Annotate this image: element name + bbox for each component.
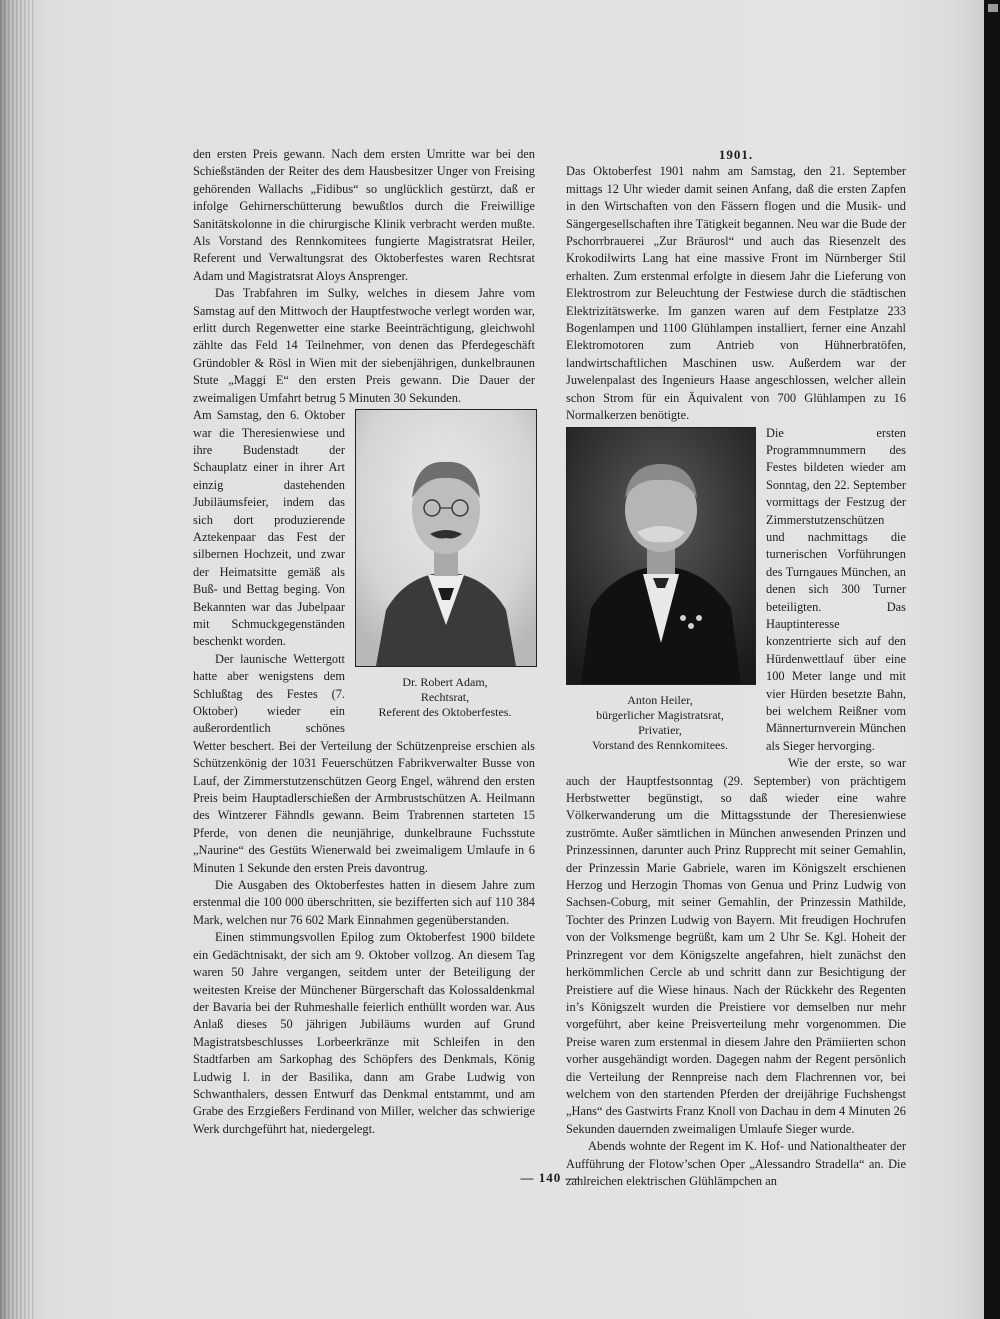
portrait-adam bbox=[355, 409, 537, 667]
caption-heiler-line-2: bürgerlicher Magistratsrat, bbox=[596, 707, 724, 722]
page-stack-edge bbox=[0, 0, 34, 1319]
left-column bbox=[193, 146, 535, 1138]
caption-heiler-line-3: Privatier, bbox=[638, 722, 682, 737]
figure-heiler bbox=[566, 427, 754, 753]
caption-adam-line-3: Referent des Oktoberfestes. bbox=[378, 705, 512, 720]
left-paragraph-3: Am Samstag, den 6. Oktober war die Theresienwiese und ihre Budenstadt der Schauplatz einer in ihrer Art einzig dastehenden Jubiläumsfeier, indem das sich dort produzierende Aztekenpaar das Fest der silbernen Hochzeit, und zwar der Heimatsitte gemäß als Buß- und Bettag beging. Von Bekannten war das Jubelpaar mit Schmuckgegenständen beschenkt worden. bbox=[193, 408, 345, 649]
caption-adam-line-1: Dr. Robert Adam, bbox=[402, 675, 488, 690]
right-paragraph-3: Wie der erste, so war auch der Hauptfestsonntag (29. September) von prächtigem Herbstwetter begünstigt, so daß wieder eine wahre Völkerwanderung um die Mittagsstunde der Theresienwiese zuströmte. Außer sämtlichen in München anwesenden Prinzen und Prinzessinnen, darunter auch Prinz Rupprecht mit seiner Gemahlin, der Prinzessin Marie Gabriele, waren im Königszelt erschienen Herzog und Herzogin Thomas von Genua und Prinz Ludwig von Sachsen-Coburg, mit seiner Gemahlin, der Prinzessin Mathilde, Tochter des Prinzen Ludwig von Bayern. Mit freudigen Hochrufen von der Volksmenge begrüßt, kam um 2 Uhr Se. Kgl. Hoheit der Prinzregent vor dem Königszelte angefahren, hielt zunächst den herkömmlichen Cercle ab und schritt dann zur Besichtigung der Preistiere auf die Wiese hinaus. Nach der Rückkehr des Regenten in’s Königszelt wurden die Preistiere vor demselben nur mehr vorgeführt, aber keine Preisverteilung mehr vorgenommen. Die Preise waren zum erstenmal in diesem Jahre den Prämiierten schon vorher ausgehändigt worden. Dagegen nahm der Regent persönlich die Verteilung der Rennpreise nach dem Flachrennen vor, bei welchem von den startenden Pferden der dreijährige Fuchshengst „Hans“ des Gastwirts Franz Knoll von Dachau in dem 4 Minuten 26 Sekunden dauernden zweimaligen Umlaufe Sieger wurde. bbox=[566, 756, 906, 1136]
figure-adam bbox=[355, 409, 535, 720]
page-number: — 140 — bbox=[520, 1170, 580, 1185]
caption-heiler-line-4: Vorstand des Rennkomitees. bbox=[591, 737, 729, 752]
left-paragraph-2: Das Trabfahren im Sulky, welches in diesem Jahre vom Samstag auf den Mittwoch der Hauptfestwoche verlegt worden war, erlitt durch Regenwetter eine starke Beeinträchtigung, gleichwohl zählte das Feld 14 Teilnehmer, von denen das Pferdegeschäft Gründobler & Rösl in Wien mit der siebenjährigen, dunkelbraunen Stute „Maggi E“ den ersten Preis gewann. Die Dauer der zweimaligen Umfahrt betrug 5 Minuten 30 Sekunden. bbox=[193, 286, 535, 405]
portrait-heiler bbox=[566, 427, 756, 685]
portrait-heiler-image bbox=[567, 428, 755, 684]
caption-heiler-line-1: Anton Heiler, bbox=[627, 692, 693, 707]
caption-heiler bbox=[566, 693, 754, 753]
left-paragraph-4: Der launische Wettergott hatte aber wenigstens dem Schlußtag des Festes (7. Oktober) wieder ein außerordentlich schönes Wetter beschert. Bei der Verteilung der Schützenpreise erschien als Schützenkönig der 1031 Feuerschützen Fabrikverwalter Busse von Lauf, der Zimmerstutzenschützen Georg Engel, während den ersten Preis beim Hauptadlerschießen der Armbrustschützen A. Heilmann des Wintzerer Fähndls gewann. Beim Trabrennen starteten 15 Pferde, von denen die neunjährige, dunkelbraune Fuchsstute „Naurine“ des Gestüts Wienerwald bei zweimaligem Umlaufe in 6 Minuten 1 Sekunde den ersten Preis davontrug. bbox=[193, 651, 535, 875]
right-paragraph-4: Abends wohnte der Regent im K. Hof- und Nationaltheater der Aufführung der Flotow’schen Oper „Alessandro Stradella“ an. Die zahlreichen elektrischen Glühlämpchen an bbox=[566, 1139, 906, 1188]
caption-adam bbox=[355, 675, 535, 720]
left-paragraph-1: den ersten Preis gewann. Nach dem ersten Umritte war bei den Schießständen der Reiter des dem Hausbesitzer Unger von Freising gehörenden Wallachs „Fidibus“ so unglücklich gestürzt, daß er infolge Gehirnerschütterung bewußtlos durch die Freiwillige Sanitätskolonne in die chirurgische Klinik verbracht werden mußte. Als Vorstand des Rennkomitees fungierte Magistratsrat Heiler, Referent und Verwaltungsrat des Oktoberfestes waren Rechtsrat Adam und Magistratsrat Aloys Ansprenger. bbox=[193, 147, 535, 283]
portrait-adam-image bbox=[356, 410, 536, 666]
caption-adam-line-2: Rechtsrat, bbox=[420, 690, 470, 705]
left-paragraph-5: Die Ausgaben des Oktoberfestes hatten in diesem Jahre zum erstenmal die 100 000 überschritten, sie bezifferten sich auf 110 384 Mark, welchen nur 76 602 Mark Einnahmen gegenüberstanden. bbox=[193, 878, 535, 927]
right-paragraph-1: Das Oktoberfest 1901 nahm am Samstag, den 21. September mittags 12 Uhr wieder damit seinen Anfang, daß die ersten Zapfen in den Wirtschaften von den Fässern flogen und die Musik- und Sängergesellschaften ihre Tätigkeit begannen. Neu war die Bude der Pschorrbrauerei „Zur Bräurosl“ und auch das Riesenzelt des Krokodilwirts Lang hat eine massive Front im Nürnberger Stil erhalten. Zum erstenmal erfolgte in diesem Jahr die Lieferung von Elektrostrom zur Beleuchtung der Festwiese durch die städtischen Elektrizitätswerke. Im ganzen waren auf dem Festplatze 233 Bogenlampen und 1100 Glühlampen installiert, ferner eine Anzahl Elektromotoren zum Antrieb von Hühnerbratöfen, landwirtschaftlichen Maschinen usw. Außerdem war der Juwelenpalast des Ingenieurs Haase angeschlossen, welcher allein schon Strom für ein Äquivalent von 700 Glühlampen zu 16 Normalkerzen benötigte. bbox=[566, 164, 906, 423]
right-paragraph-2: Die ersten Programmnummern des Festes bildeten wieder am Sonntag, den 22. September vormittags der Festzug der Zimmerstutzenschützen und nachmittags die turnerischen Vorführungen des Turngaues München, an denen sich 300 Turner beteiligten. Das Hauptinteresse konzentrierte sich auf den Hürdenwettlauf über eine 100 Meter lange und mit vier Hürden besetzte Bahn, bei welchem Reißner vom Männerturnverein München als Sieger hervorging. bbox=[766, 425, 906, 753]
scan-corner-mark bbox=[988, 4, 998, 12]
section-heading-1901: 1901. bbox=[718, 147, 754, 162]
scan-border bbox=[984, 0, 1000, 1319]
right-column bbox=[566, 146, 906, 1190]
left-paragraph-6: Einen stimmungsvollen Epilog zum Oktoberfest 1900 bildete ein Gedächtnisakt, der sich am 9. Oktober vollzog. An diesem Tag waren 50 Jahre vergangen, seitdem unter der Beteiligung der weitesten Kreise der Münchener Bürgerschaft das Kolossaldenkmal der Bavaria bei der Ruhmeshalle feierlich enthüllt worden war. Aus Anlaß dieses 50 jährigen Jubiläums wurden auf Grund Magistratsbeschlusses Lorbeerkränze mit Schleifen in den Stadtfarben am Sarkophag des Schöpfers des Denkmals, König Ludwig I. in der Basilika, dann am Grabe Ludwig von Schwanthalers, dessen Entwurf das Denkmal entstammt, und am Grabe des Erzgießers Ferdinand von Miller, welcher das schwierige Werk durchgeführt hat, niedergelegt. bbox=[193, 930, 535, 1136]
